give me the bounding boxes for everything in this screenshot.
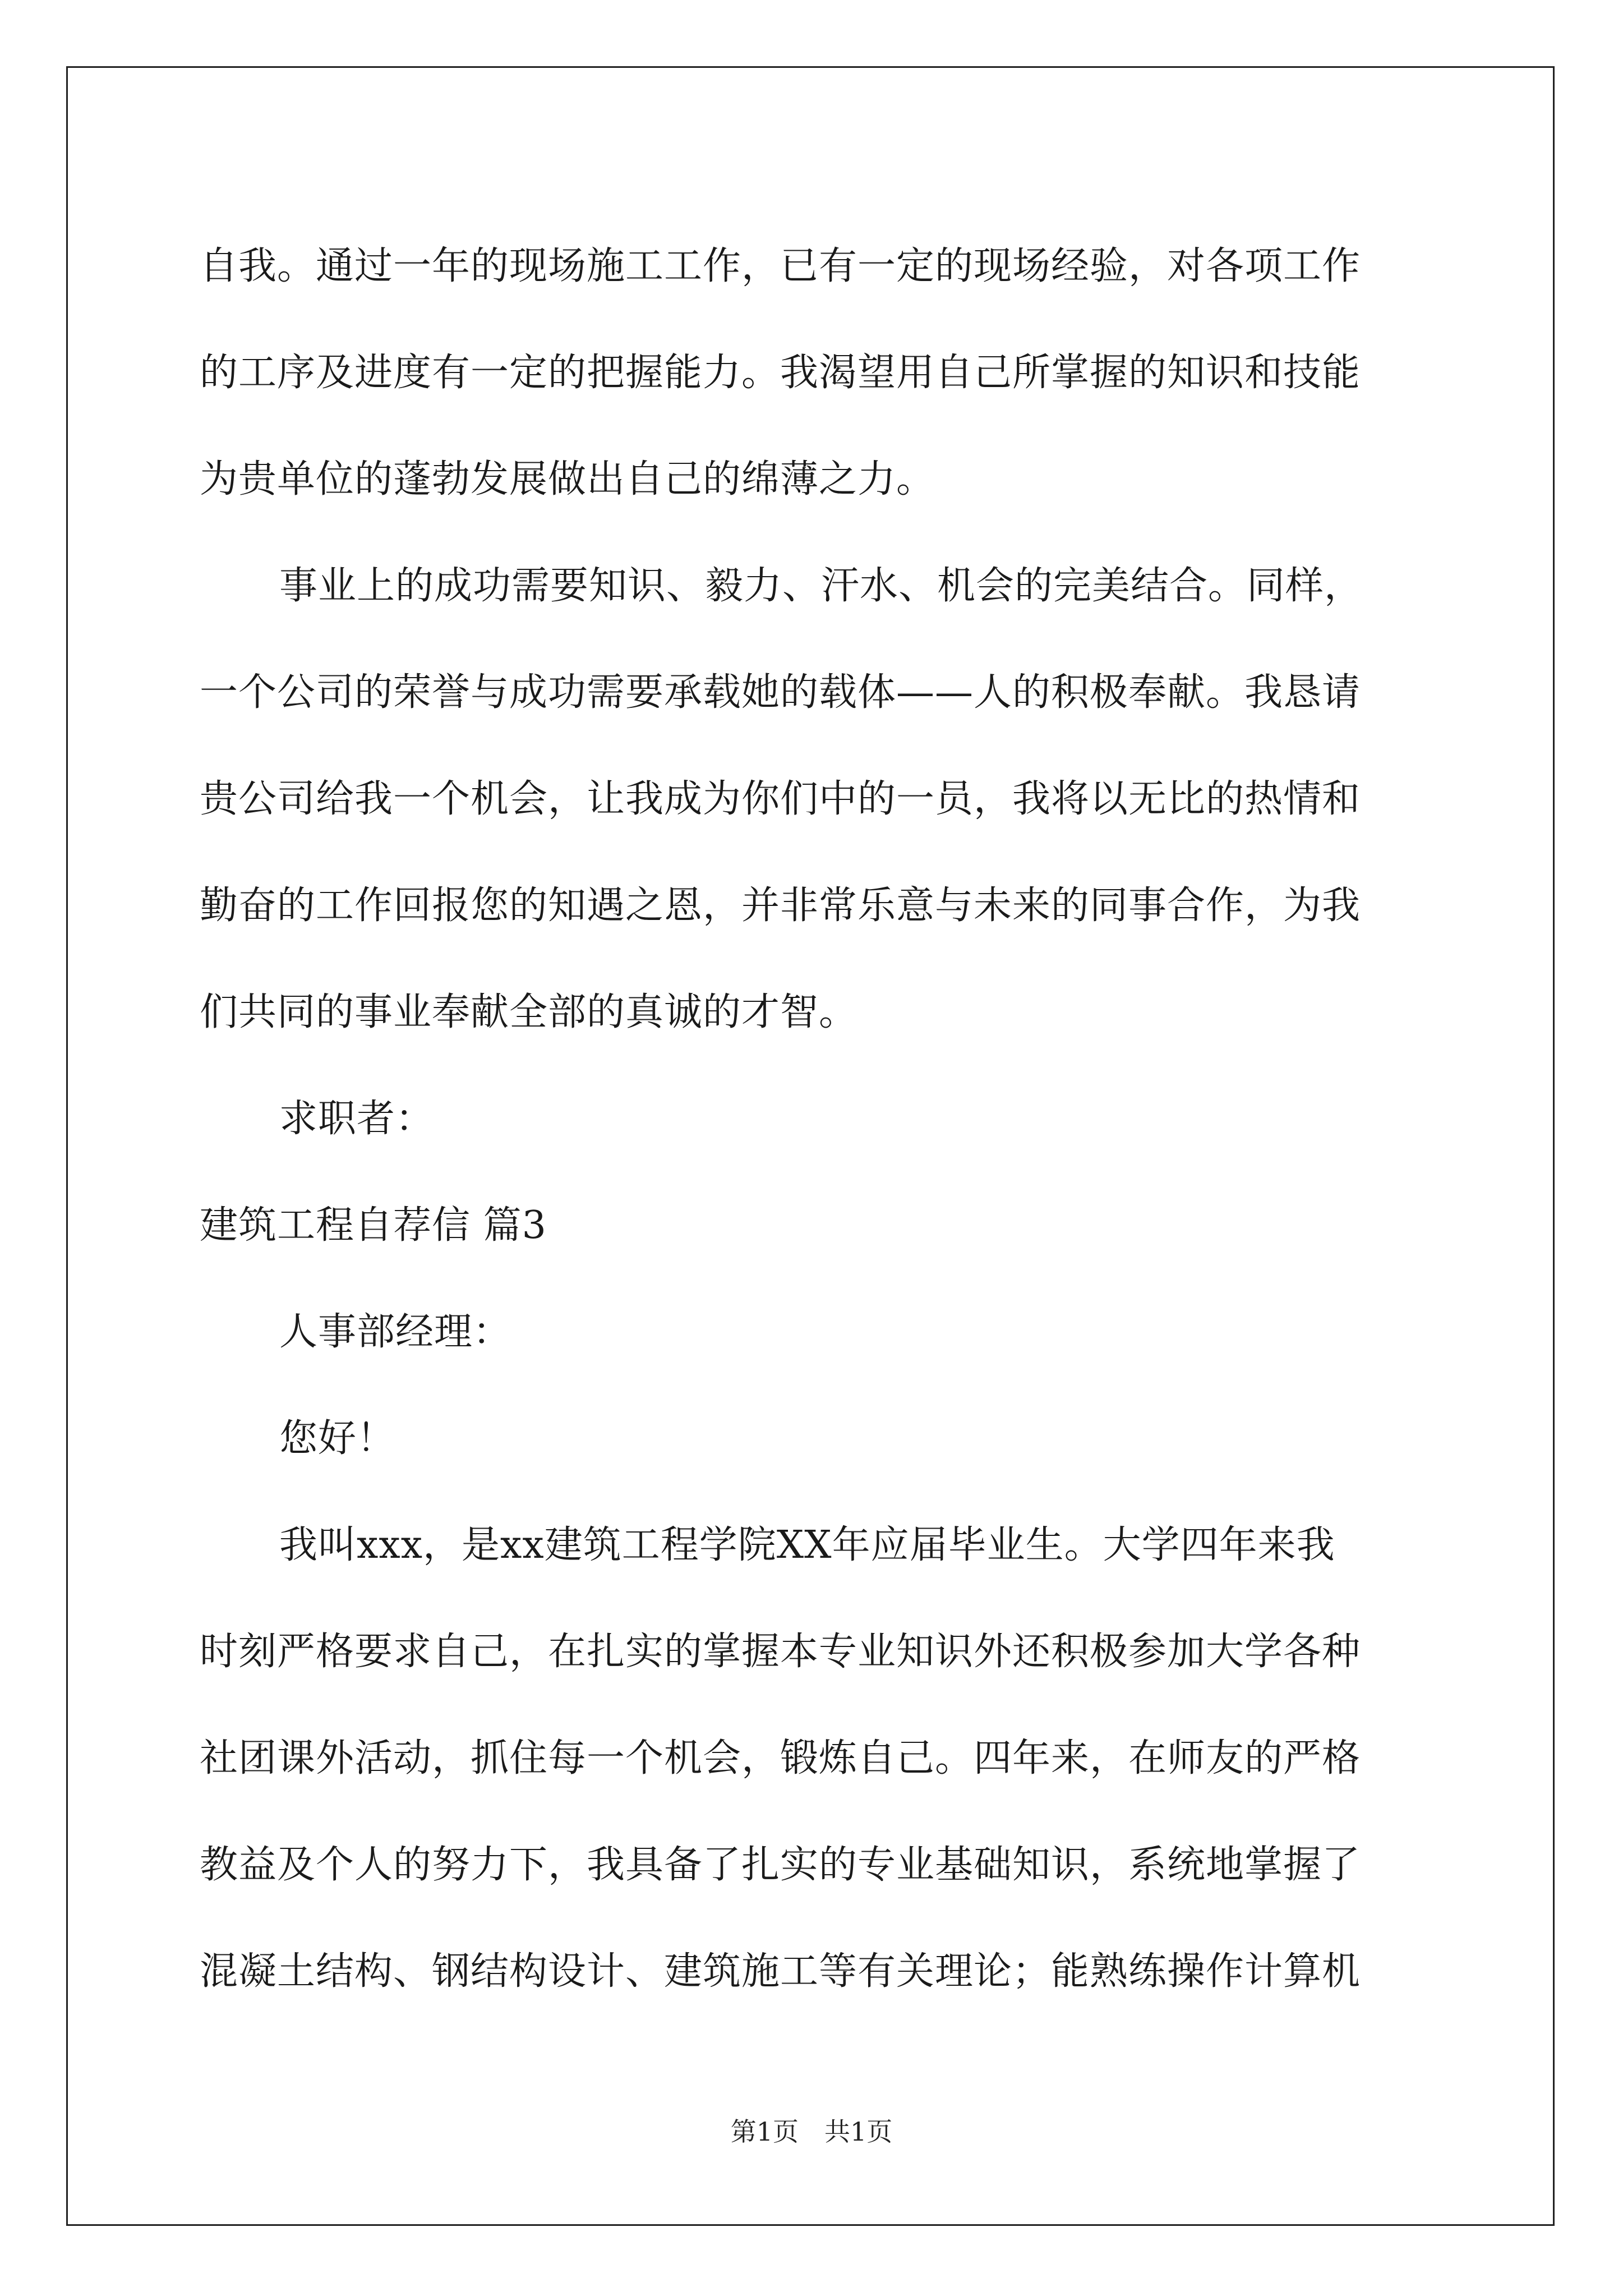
salutation-greeting: 您好！ <box>279 1416 396 1461</box>
paragraph-line: 事业上的成功需要知识、毅力、汗水、机会的完美结合。同样， <box>279 564 1363 608</box>
salutation-recipient: 人事部经理： <box>279 1310 512 1354</box>
paragraph-line: 社团课外活动，抓住每一个机会，锻炼自己。四年来，在师友的严格 <box>200 1736 1361 1780</box>
page-footer: 第1页 共1页 <box>730 2116 893 2147</box>
paragraph-line: 贵公司给我一个机会，让我成为你们中的一员，我将以无比的热情和 <box>200 777 1361 821</box>
paragraph-line: 勤奋的工作回报您的知遇之恩，并非常乐意与未来的同事合作，为我 <box>200 884 1361 928</box>
paragraph-line: 时刻严格要求自己，在扎实的掌握本专业知识外还积极参加大学各种 <box>200 1630 1361 1674</box>
paragraph-line: 混凝土结构、钢结构设计、建筑施工等有关理论；能熟练操作计算机 <box>200 1949 1361 1994</box>
paragraph-line: 的工序及进度有一定的把握能力。我渴望用自己所掌握的知识和技能 <box>200 351 1361 395</box>
paragraph-line: 们共同的事业奉献全部的真诚的才智。 <box>200 990 858 1034</box>
paragraph-line: 自我。通过一年的现场施工工作，已有一定的现场经验，对各项工作 <box>200 244 1361 288</box>
signature-label: 求职者： <box>279 1097 435 1141</box>
paragraph-line: 我叫xxx，是xx建筑工程学院XX年应届毕业生。大学四年来我 <box>279 1523 1335 1567</box>
document-body <box>200 213 1433 2025</box>
paragraph-line: 教益及个人的努力下，我具备了扎实的专业基础知识，系统地掌握了 <box>200 1843 1361 1887</box>
paragraph-line: 一个公司的荣誉与成功需要承载她的载体——人的积极奉献。我恳请 <box>200 670 1361 715</box>
paragraph-line: 为贵单位的蓬勃发展做出自己的绵薄之力。 <box>200 457 935 501</box>
section-heading: 建筑工程自荐信 篇3 <box>200 1203 547 1248</box>
